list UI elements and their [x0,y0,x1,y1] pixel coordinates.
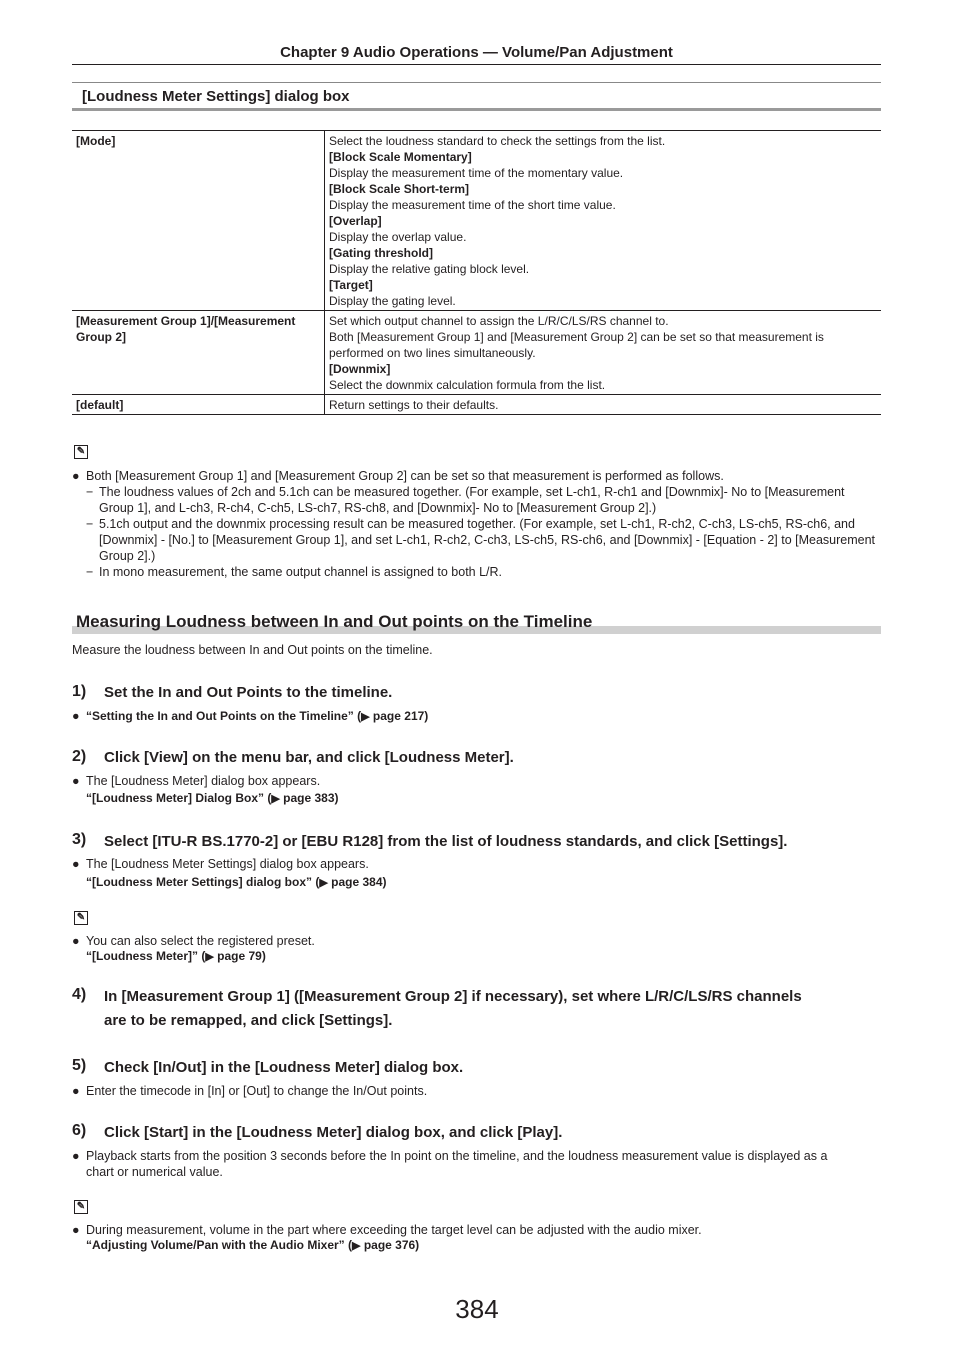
step-number: 6) [72,1122,87,1139]
desc-line: Display the measurement time of the short time value. [329,198,616,212]
cross-reference-link[interactable]: “Setting the In and Out Points on the Timeline” (▶ page 217) [86,709,429,723]
dialog-title: [Loudness Meter Settings] dialog box [82,88,350,105]
note1-dash-text: 5.1ch output and the downmix processing result can be measured together. (For example, set L-ch1, R-ch2, C-ch3, LS-ch5, RS-ch6, and [Downmix] - [No.] to [Measurement Group 1], and set L-ch1, R-ch2, C-ch3, LS-ch5, RS-ch6, and [Downmix] - [Equation - 2] to [Measurement Group 2].) [99,517,876,563]
step-text: Select [ITU-R BS.1770-2] or [EBU R128] from the list of loudness standards, and click [Settings]. [104,833,788,850]
triangle-icon: ▶ [361,711,370,723]
desc-option: [Overlap] [329,214,382,228]
triangle-icon: ▶ [271,793,280,805]
desc-line: Display the gating level. [329,294,456,308]
note3-bullet [72,1222,872,1238]
step-bullet-text: Playback starts from the position 3 seconds before the In point on the timeline, and the loudness measurement value is displayed as a [86,1149,828,1163]
dialog-title-top-rule [72,82,881,83]
desc-line: Display the overlap value. [329,230,467,244]
bullet-icon: ● [72,1084,80,1098]
note2-bullet [72,933,872,949]
desc-line: Display the measurement time of the momentary value. [329,166,624,180]
desc-option: [Gating threshold] [329,246,433,260]
table-desc-measurement-group [325,311,882,395]
section-title: Measuring Loudness between In and Out points on the Timeline [76,612,593,631]
step-number: 5) [72,1057,87,1074]
bullet-icon: ● [72,774,80,788]
table-row [72,131,881,311]
triangle-icon: ▶ [205,951,214,963]
desc-line: Display the relative gating block level. [329,262,530,276]
table-desc-default [325,395,882,415]
table-row [72,311,881,395]
dash-icon: − [86,485,94,499]
desc-option: [Block Scale Momentary] [329,150,472,164]
step-number: 4) [72,986,87,1003]
step-bullet-text: The [Loudness Meter Settings] dialog box appears. [86,857,369,871]
step-text: Click [Start] in the [Loudness Meter] dialog box, and click [Play]. [104,1124,563,1141]
desc-line: Both [Measurement Group 1] and [Measurement Group 2] can be set so that measurement is performed on two lines simultaneously. [329,330,824,360]
table-row [72,395,881,415]
header-rule [72,64,881,65]
step-bullet-text: Enter the timecode in [In] or [Out] to change the In/Out points. [86,1084,428,1098]
desc-option: [Block Scale Short-term] [329,182,470,196]
table-key-measurement-group: [Measurement Group 1]/[Measurement Group 2] [72,311,325,395]
triangle-icon: ▶ [352,1240,361,1252]
step-text: Check [In/Out] in the [Loudness Meter] dialog box. [104,1059,464,1076]
step5-bullet [72,1083,872,1099]
note-icon: ✎ [74,1200,88,1214]
page-number: 384 [455,1294,499,1324]
step3-bullet [72,856,872,872]
desc-option: [Target] [329,278,373,292]
note2-bullet-text: You can also select the registered preset. [86,934,315,948]
note-icon: ✎ [74,445,88,459]
desc-line: Set which output channel to assign the L/R/C/LS/RS channel to. [329,314,669,328]
bullet-icon: ● [72,469,80,483]
step-number: 3) [72,831,87,848]
note1-bullet [72,468,881,484]
triangle-icon: ▶ [319,877,328,889]
dialog-title-bottom-rule [72,108,881,111]
bullet-icon: ● [72,857,80,871]
table-key-mode: [Mode] [72,131,325,311]
bullet-icon: ● [72,709,80,723]
cross-reference-link[interactable]: “[Loudness Meter] Dialog Box” (▶ page 383) [86,791,339,805]
step2-bullet [72,773,872,789]
step-text: are to be remapped, and click [Settings]. [104,1012,393,1029]
table-desc-mode [325,131,882,311]
desc-line: Select the loudness standard to check the settings from the list. [329,134,666,148]
settings-table [72,130,881,415]
desc-line: Return settings to their defaults. [329,398,499,412]
note3-bullet-text: During measurement, volume in the part where exceeding the target level can be adjusted with the audio mixer. [86,1223,702,1237]
desc-line: Select the downmix calculation formula from the list. [329,378,606,392]
step-bullet-text: chart or numerical value. [86,1165,223,1179]
bullet-icon: ● [72,934,80,948]
bullet-icon: ● [72,1149,80,1163]
note1-dash-text: The loudness values of 2ch and 5.1ch can be measured together. (For example, set L-ch1, R-ch1 and [Downmix]- No to [Measurement Group 1], and L-ch3, R-ch4, C-ch5, LS-ch7, RS-ch8, and [Downmix]- No to [Measurement Group 2].) [99,485,845,515]
table-key-default: [default] [72,395,325,415]
bullet-icon: ● [72,1223,80,1237]
step-bullet-text: The [Loudness Meter] dialog box appears. [86,774,321,788]
note1-dash-text: In mono measurement, the same output channel is assigned to both L/R. [99,565,503,579]
note1-dash-3 [86,564,881,580]
cross-reference-link[interactable]: “[Loudness Meter Settings] dialog box” (▶ page 384) [86,875,387,889]
step-text: In [Measurement Group 1] ([Measurement Group 2] if necessary), set where L/R/C/LS/RS channels [104,988,802,1005]
note1-dash-1 [86,484,881,516]
cross-reference-link[interactable]: “Adjusting Volume/Pan with the Audio Mixer” (▶ page 376) [86,1238,420,1252]
note1-bullet-text: Both [Measurement Group 1] and [Measurement Group 2] can be set so that measurement is performed as follows. [86,469,724,483]
note1-dash-2 [86,516,881,564]
section-intro: Measure the loudness between In and Out points on the timeline. [72,643,433,657]
cross-reference-link[interactable]: “[Loudness Meter]” (▶ page 79) [86,949,266,963]
desc-option: [Downmix] [329,362,391,376]
note-icon: ✎ [74,911,88,925]
step6-bullet [72,1148,881,1180]
step-number: 1) [72,683,87,700]
step-number: 2) [72,748,87,765]
step1-ref [72,708,872,724]
dash-icon: − [86,565,94,579]
dash-icon: − [86,517,94,531]
step-text: Set the In and Out Points to the timeline. [104,684,393,701]
step-text: Click [View] on the menu bar, and click [Loudness Meter]. [104,749,514,766]
chapter-header: Chapter 9 Audio Operations — Volume/Pan Adjustment [280,44,673,61]
